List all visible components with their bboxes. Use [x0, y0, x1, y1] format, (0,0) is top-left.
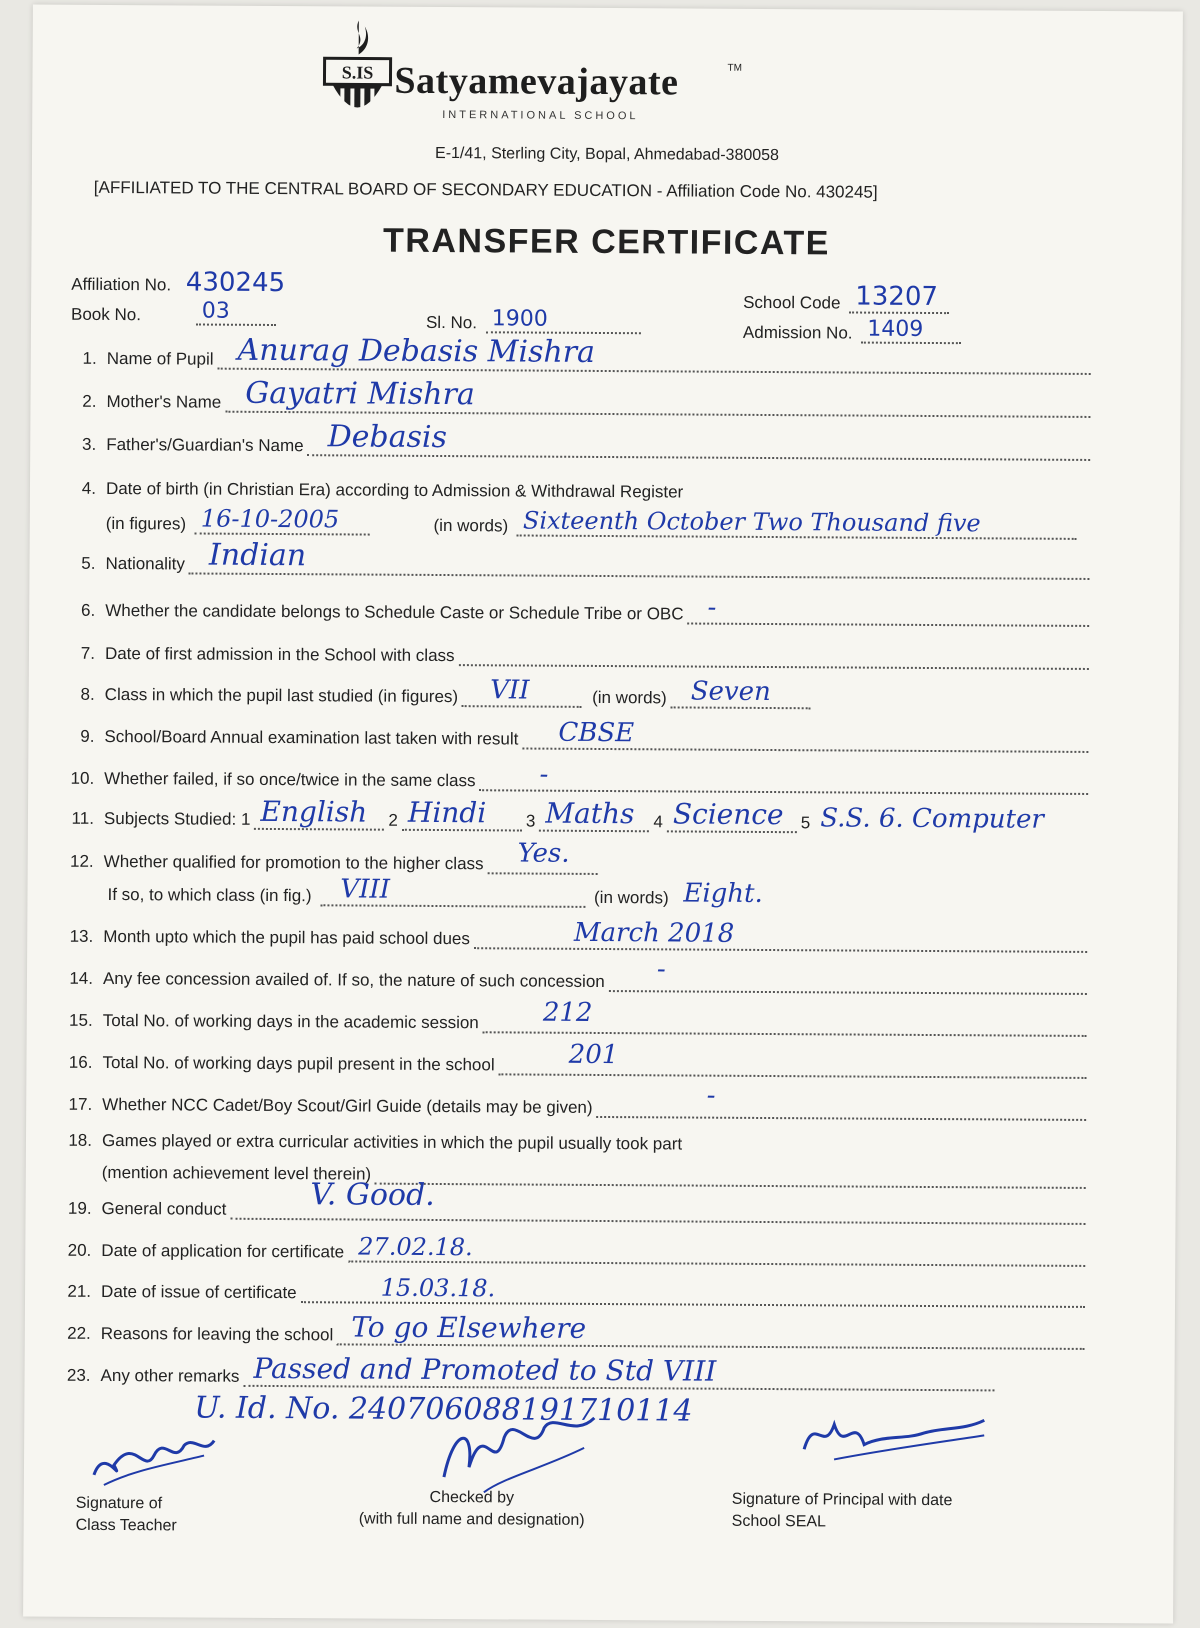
field-first-admission: 7. Date of first admission in the School with class [59, 640, 1089, 670]
dob-words-value: Sixteenth October Two Thousand five [522, 506, 981, 538]
document-title: TRANSFER CERTIFICATE [382, 221, 831, 263]
failed-value: - [539, 759, 549, 790]
book-no-value: 03 [201, 298, 230, 324]
field-exam: 9. School/Board Annual examination last taken with result CBSE [58, 723, 1088, 753]
remarks-value: Passed and Promoted to Std VIII [253, 1351, 717, 1388]
field-nationality: 5. Nationality Indian [59, 550, 1089, 580]
subject-1: English [260, 794, 368, 829]
field-working-days: 15. Total No. of working days in the academic session 212 [57, 1007, 1087, 1037]
exam-value: CBSE [558, 717, 635, 749]
days-present-value: 201 [568, 1039, 619, 1071]
affiliation-no-value: 430245 [185, 267, 286, 299]
nationality-value: Indian [208, 537, 307, 574]
field-issue-date: 21. Date of issue of certificate 15.03.18. [55, 1278, 1085, 1308]
field-pupil-name: 1. Name of Pupil Anurag Debasis Mishra [61, 345, 1091, 375]
subject-2: Hindi [407, 795, 487, 830]
pupil-name-value: Anurag Debasis Mishra [237, 332, 596, 370]
dues-value: March 2018 [573, 917, 735, 949]
book-no: Book No. 03 [71, 301, 280, 326]
checked-by-label: Checked by (with full name and designation) [358, 1488, 585, 1529]
fee-concession-value: - [656, 954, 666, 985]
application-date-value: 27.02.18. [358, 1232, 473, 1262]
promotion-class-figures: VIII [340, 874, 391, 905]
field-mother-name: 2. Mother's Name Gayatri Mishra [60, 388, 1090, 418]
field-failed: 10. Whether failed, if so once/twice in the same class - [58, 765, 1088, 795]
checked-by-signature-icon [424, 1407, 615, 1498]
mother-name-value: Gayatri Mishra [245, 375, 475, 413]
principal-signature-icon [794, 1404, 994, 1465]
unique-id: U. Id. No. 240706088191710114 [194, 1390, 693, 1429]
school-subtitle: INTERNATIONAL SCHOOL [442, 109, 639, 123]
last-class-figures-value: VII [490, 675, 530, 706]
affiliation-line: [AFFILIATED TO THE CENTRAL BOARD OF SECONDARY EDUCATION - Affiliation Code No. 430245] [93, 177, 878, 202]
working-days-value: 212 [542, 997, 593, 1028]
school-address: E-1/41, Sterling City, Bopal, Ahmedabad-380058 [435, 144, 780, 165]
ncc-value: - [706, 1080, 716, 1111]
admission-no: Admission No. 1409 [743, 319, 965, 344]
affiliation-no: Affiliation No. 430245 [71, 267, 286, 299]
admission-no-value: 1409 [867, 316, 924, 342]
field-caste: 6. Whether the candidate belongs to Schedule Caste or Schedule Tribe or OBC - [59, 597, 1089, 627]
field-application-date: 20. Date of application for certificate 27.02.18. [55, 1237, 1085, 1267]
field-ncc: 17. Whether NCC Cadet/Boy Scout/Girl Guide (details may be given) - [56, 1091, 1086, 1121]
sl-no-value: 1900 [491, 306, 548, 332]
field-leaving-reason: 22. Reasons for leaving the school To go Elsewhere [55, 1320, 1085, 1350]
class-teacher-signature-icon [84, 1425, 224, 1496]
certificate-page [23, 5, 1183, 1624]
field-conduct: 19. General conduct V. Good. [56, 1195, 1086, 1225]
caste-value: - [707, 592, 717, 623]
school-code-value: 13207 [855, 281, 939, 313]
torch-logo-icon [322, 18, 393, 126]
field-dob: 4. Date of birth (in Christian Era) according to Admission & Withdrawal Register [81, 478, 684, 502]
last-class-words-value: Seven [690, 676, 771, 708]
subject-5: S.S. 6. Computer [820, 803, 1044, 835]
field-promotion: 12. Whether qualified for promotion to the higher class Yes. [58, 848, 1088, 878]
school-code: School Code 13207 [743, 289, 953, 314]
father-name-value: Debasis [327, 419, 448, 456]
field-fee-concession: 14. Any fee concession availed of. If so, the nature of such concession - [57, 965, 1087, 995]
promotion-value: Yes. [517, 838, 570, 869]
field-games: 18. Games played or extra curricular activities in which the pupil usually took part [68, 1130, 683, 1154]
field-games-achievement: (mention achievement level therein) [102, 1159, 1086, 1189]
logo-letters: S.IS [341, 62, 374, 83]
subject-4: Science [672, 797, 784, 832]
class-teacher-signature-label: Signature of Class Teacher [75, 1494, 177, 1535]
subject-3: Maths [545, 796, 635, 831]
school-name: Satyamevajayate [394, 59, 679, 104]
field-remarks: 23. Any other remarks Passed and Promoted to Std VIII [54, 1362, 994, 1392]
sl-no: Sl. No. 1900 [426, 309, 645, 334]
principal-signature-label: Signature of Principal with date School SEAL [731, 1490, 953, 1531]
trademark: TM [727, 62, 743, 74]
leaving-reason-value: To go Elsewhere [351, 1310, 587, 1345]
school-logo [322, 18, 783, 131]
field-subjects: 11. Subjects Studied: 1 English 2 Hindi 3 Maths 4 Science 5 S.S. 6. Computer [71, 794, 1044, 835]
dob-details: (in figures) 16-10-2005 (in words) Sixteenth October Two Thousand five [106, 510, 1081, 540]
field-days-present: 16. Total No. of working days pupil present in the school 201 [56, 1049, 1086, 1079]
conduct-value: V. Good. [310, 1177, 435, 1213]
field-dues: 13. Month upto which the pupil has paid school dues March 2018 [57, 923, 1087, 953]
promotion-class: If so, to which class (in fig.) VIII (in words) Eight. [107, 874, 763, 909]
field-father-name: 3. Father's/Guardian's Name Debasis [60, 431, 1090, 461]
dob-figures-value: 16-10-2005 [200, 504, 340, 534]
issue-date-value: 15.03.18. [380, 1273, 496, 1303]
promotion-class-words: Eight. [683, 878, 763, 909]
field-last-class: 8. Class in which the pupil last studied (in figures) VII (in words) Seven [59, 681, 1089, 711]
